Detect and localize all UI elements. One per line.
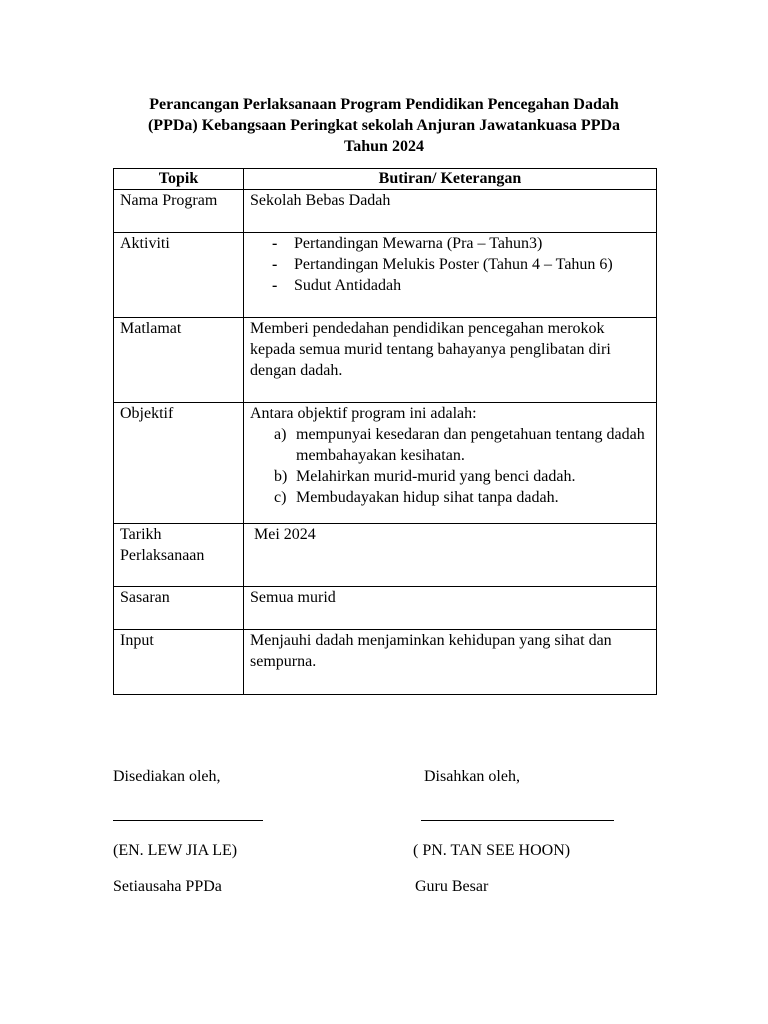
header-details: Butiran/ Keterangan [244,169,657,190]
objektif-list [250,424,650,508]
program-plan-table [113,168,657,695]
value-input: Menjauhi dadah menjaminkan kehidupan yang sihat dan sempurna. [244,630,657,695]
table-header-row [114,169,657,190]
objektif-item-text: Membudayakan hidup sihat tanpa dadah. [296,489,559,506]
table-row-input [114,630,657,695]
list-marker: a) [274,426,287,443]
document-title [100,94,668,157]
list-item [274,487,650,508]
list-item [272,275,650,296]
list-item [274,424,650,466]
prepared-by-name: (EN. LEW JIA LE) [113,842,238,859]
header-topic: Topik [114,169,244,190]
prepared-signature-line [113,820,263,821]
table-row-tarikh [114,524,657,587]
label-input: Input [114,630,244,695]
prepared-by-position: Setiausaha PPDa [113,878,222,895]
aktiviti-item-text: Pertandingan Melukis Poster (Tahun 4 – Tahun 6) [294,256,613,273]
label-tarikh-line-2: Perlaksanaan [120,547,205,564]
approved-by-name: ( PN. TAN SEE HOON) [413,842,571,859]
value-nama-program: Sekolah Bebas Dadah [244,190,657,233]
title-line-2: (PPDa) Kebangsaan Peringkat sekolah Anjuran Jawatankuasa PPDa [147,117,621,134]
value-sasaran: Semua murid [244,587,657,630]
table-row-nama-program [114,190,657,233]
table-row-matlamat [114,318,657,403]
approved-by-heading: Disahkan oleh, [424,768,520,785]
approved-by-position: Guru Besar [415,878,489,895]
objektif-intro: Antara objektif program ini adalah: [250,405,477,422]
table-row-aktiviti [114,233,657,318]
label-aktiviti: Aktiviti [114,233,244,318]
title-line-1: Perancangan Perlaksanaan Program Pendidikan Pencegahan Dadah [149,96,619,113]
label-objektif: Objektif [114,403,244,524]
approved-signature-line [421,820,614,821]
list-marker: b) [274,468,288,485]
dash-bullet: - [272,256,278,273]
list-item [272,254,650,275]
dash-bullet: - [272,277,278,294]
aktiviti-list [250,233,650,296]
list-marker: c) [274,489,287,506]
list-item [272,233,650,254]
value-tarikh: Mei 2024 [244,524,657,587]
table-row-objektif [114,403,657,524]
value-aktiviti [244,233,657,318]
aktiviti-item-text: Sudut Antidadah [294,277,402,294]
list-item [274,466,650,487]
value-objektif [244,403,657,524]
objektif-item-text: mempunyai kesedaran dan pengetahuan tentang dadah membahayakan kesihatan. [296,426,645,464]
objektif-item-text: Melahirkan murid-murid yang benci dadah. [296,468,576,485]
prepared-by-heading: Disediakan oleh, [113,768,221,785]
dash-bullet: - [272,235,278,252]
label-nama-program: Nama Program [114,190,244,233]
label-matlamat: Matlamat [114,318,244,403]
label-sasaran: Sasaran [114,587,244,630]
value-matlamat: Memberi pendedahan pendidikan pencegahan merokok kepada semua murid tentang bahayanya penglibatan diri dengan dadah. [244,318,657,403]
aktiviti-item-text: Pertandingan Mewarna (Pra – Tahun3) [294,235,543,252]
table-row-sasaran [114,587,657,630]
title-line-3: Tahun 2024 [344,138,424,155]
label-tarikh [114,524,244,587]
label-tarikh-line-1: Tarikh [120,526,162,543]
